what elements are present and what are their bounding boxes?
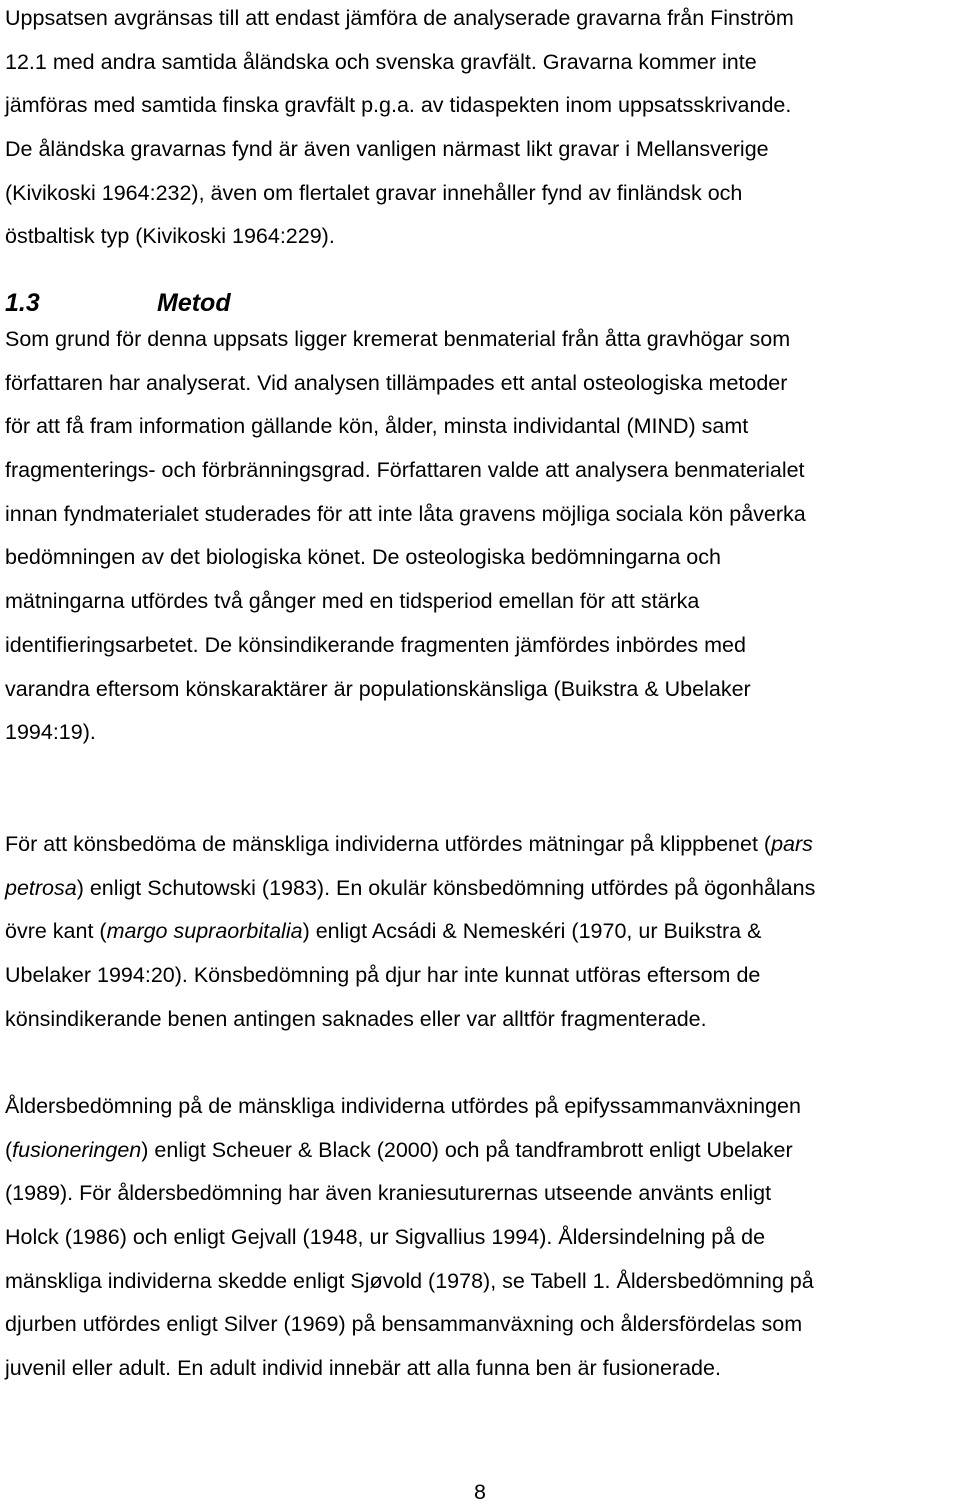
text-line: Uppsatsen avgränsas till att endast jämföra de analyserade gravarna från Finström xyxy=(5,6,794,30)
latin-term: petrosa xyxy=(5,875,77,900)
section-number: 1.3 xyxy=(5,289,40,317)
method-paragraph xyxy=(5,318,960,755)
text-line: könsindikerande benen antingen saknades eller var alltför fragmenterade. xyxy=(5,1006,707,1031)
text-line xyxy=(5,823,960,867)
text-line: djurben utfördes enligt Silver (1969) på bensammanväxning och åldersfördelas som xyxy=(5,1312,803,1337)
page-number: 8 xyxy=(474,1480,486,1504)
text-line: Ubelaker 1994:20). Könsbedömning på djur har inte kunnat utföras eftersom de xyxy=(5,963,761,988)
text-line: identifieringsarbetet. De könsindikerande fragmenten jämfördes inbördes med xyxy=(5,632,746,657)
text-line: (1989). För åldersbedömning har även kraniesuturernas utseende använts enligt xyxy=(5,1181,772,1206)
text-line: juvenil eller adult. En adult individ innebär att alla funna ben är fusionerade. xyxy=(5,1356,721,1381)
text-line: Som grund för denna uppsats ligger kremerat benmaterial från åtta gravhögar som xyxy=(5,327,791,351)
text-run: ) enligt Acsádi & Nemeskéri (1970, ur Buikstra & xyxy=(302,919,762,944)
text-line: mätningarna utfördes två gånger med en tidsperiod emellan för att stärka xyxy=(5,589,700,614)
intro-paragraph xyxy=(5,0,960,259)
text-line xyxy=(5,910,960,954)
text-line: för att få fram information gällande kön, ålder, minsta individantal (MIND) samt xyxy=(5,414,749,439)
text-line: jämföras med samtida finska gravfält p.g.a. av tidaspekten inom uppsatsskrivande. xyxy=(5,93,792,118)
text-line: Holck (1986) och enligt Gejvall (1948, ur Sigvallius 1994). Åldersindelning på de xyxy=(5,1225,766,1250)
text-line: De åländska gravarnas fynd är även vanligen närmast likt gravar i Mellansverige xyxy=(5,137,769,162)
text-run: ) enligt Scheuer & Black (2000) och på tandframbrott enligt Ubelaker xyxy=(141,1137,793,1162)
text-run: ( xyxy=(5,1137,13,1162)
age-assessment-paragraph xyxy=(5,1085,960,1391)
text-run: ) enligt Schutowski (1983). En okulär könsbedömning utfördes på ögonhålans xyxy=(76,875,816,900)
section-title: Metod xyxy=(157,289,231,317)
sex-assessment-paragraph xyxy=(5,823,960,1041)
text-line: mänskliga individerna skedde enligt Sjøvold (1978), se Tabell 1. Åldersbedömning på xyxy=(5,1268,814,1293)
text-line: varandra eftersom könskaraktärer är populationskänsliga (Buikstra & Ubelaker xyxy=(5,676,751,701)
text-run: För att könsbedöma de mänskliga individerna utfördes mätningar på klippbenet ( xyxy=(5,832,772,856)
text-run: övre kant ( xyxy=(5,919,107,944)
text-line xyxy=(5,867,960,911)
text-line: bedömningen av det biologiska könet. De osteologiska bedömningarna och xyxy=(5,545,721,570)
latin-term: margo supraorbitalia xyxy=(106,919,303,944)
text-line: Åldersbedömning på de mänskliga individerna utfördes på epifyssammanväxningen xyxy=(5,1094,801,1118)
text-line: författaren har analyserat. Vid analysen tillämpades ett antal osteologiska metoder xyxy=(5,370,788,395)
text-line: östbaltisk typ (Kivikoski 1964:229). xyxy=(5,224,335,249)
text-line: (Kivikoski 1964:232), även om flertalet gravar innehåller fynd av finländsk och xyxy=(5,180,743,205)
latin-term: pars xyxy=(771,832,813,856)
text-line: innan fyndmaterialet studerades för att inte låta gravens möjliga sociala kön påverka xyxy=(5,501,806,526)
text-line: 12.1 med andra samtida åländska och svenska gravfält. Gravarna kommer inte xyxy=(5,49,757,74)
text-line: fragmenterings- och förbränningsgrad. Författaren valde att analysera benmaterialet xyxy=(5,458,805,483)
italic-term: fusioneringen xyxy=(12,1137,142,1162)
text-line xyxy=(5,1129,960,1173)
text-line: 1994:19). xyxy=(5,720,96,745)
